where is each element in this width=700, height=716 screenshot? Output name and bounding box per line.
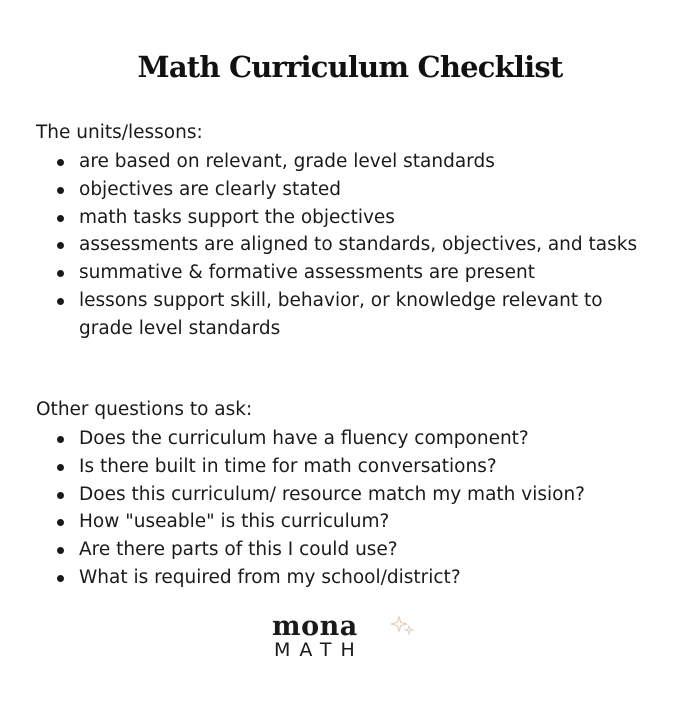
bullet-icon — [57, 492, 64, 499]
bullet-icon — [57, 215, 64, 222]
list-item — [36, 425, 659, 453]
list-item-text: objectives are clearly stated — [79, 178, 342, 200]
list-item — [36, 287, 659, 343]
list-item-text: How "useable" is this curriculum? — [79, 511, 390, 533]
units-list — [36, 148, 676, 343]
bullet-icon — [57, 436, 64, 443]
list-item — [36, 536, 659, 564]
logo-wordmark-bottom: MATH — [274, 639, 364, 661]
brand-logo — [268, 612, 428, 662]
sparkle-icon — [390, 614, 416, 636]
bullet-icon — [57, 464, 64, 471]
questions-section — [36, 397, 676, 592]
list-item — [36, 564, 659, 592]
list-item-text: are based on relevant, grade level standards — [79, 151, 495, 172]
list-item — [36, 481, 659, 509]
list-item — [36, 259, 659, 287]
list-item-text: Is there built in time for math conversations? — [79, 455, 497, 477]
bullet-icon — [57, 519, 64, 526]
page-title: Math Curriculum Checklist — [137, 50, 563, 84]
list-item-text: summative & formative assessments are present — [79, 262, 536, 284]
list-item-text: assessments are aligned to standards, objectives, and tasks — [79, 234, 638, 256]
list-item-text: lessons support skill, behavior, or knowledge relevant to grade level standards — [79, 289, 603, 339]
bullet-icon — [57, 159, 64, 166]
list-item — [36, 148, 659, 176]
bullet-icon — [57, 575, 64, 582]
bullet-icon — [57, 242, 64, 249]
units-section — [36, 120, 676, 343]
list-item-text: math tasks support the objectives — [79, 206, 395, 228]
list-item — [36, 204, 659, 232]
list-item-text: What is required from my school/district? — [79, 566, 461, 588]
units-heading: The units/lessons: — [36, 122, 203, 143]
list-item-text: Are there parts of this I could use? — [79, 539, 398, 561]
list-item — [36, 508, 659, 536]
bullet-icon — [57, 298, 64, 305]
bullet-icon — [57, 270, 64, 277]
list-item — [36, 453, 659, 481]
bullet-icon — [57, 187, 64, 194]
questions-heading: Other questions to ask: — [36, 399, 253, 420]
list-item-text: Does this curriculum/ resource match my math vision? — [79, 483, 586, 505]
list-item — [36, 176, 659, 204]
bullet-icon — [57, 547, 64, 554]
list-item-text: Does the curriculum have a fluency component? — [79, 428, 529, 449]
logo-wordmark-top: mona — [272, 611, 358, 642]
list-item — [36, 231, 659, 259]
questions-list — [36, 425, 676, 592]
